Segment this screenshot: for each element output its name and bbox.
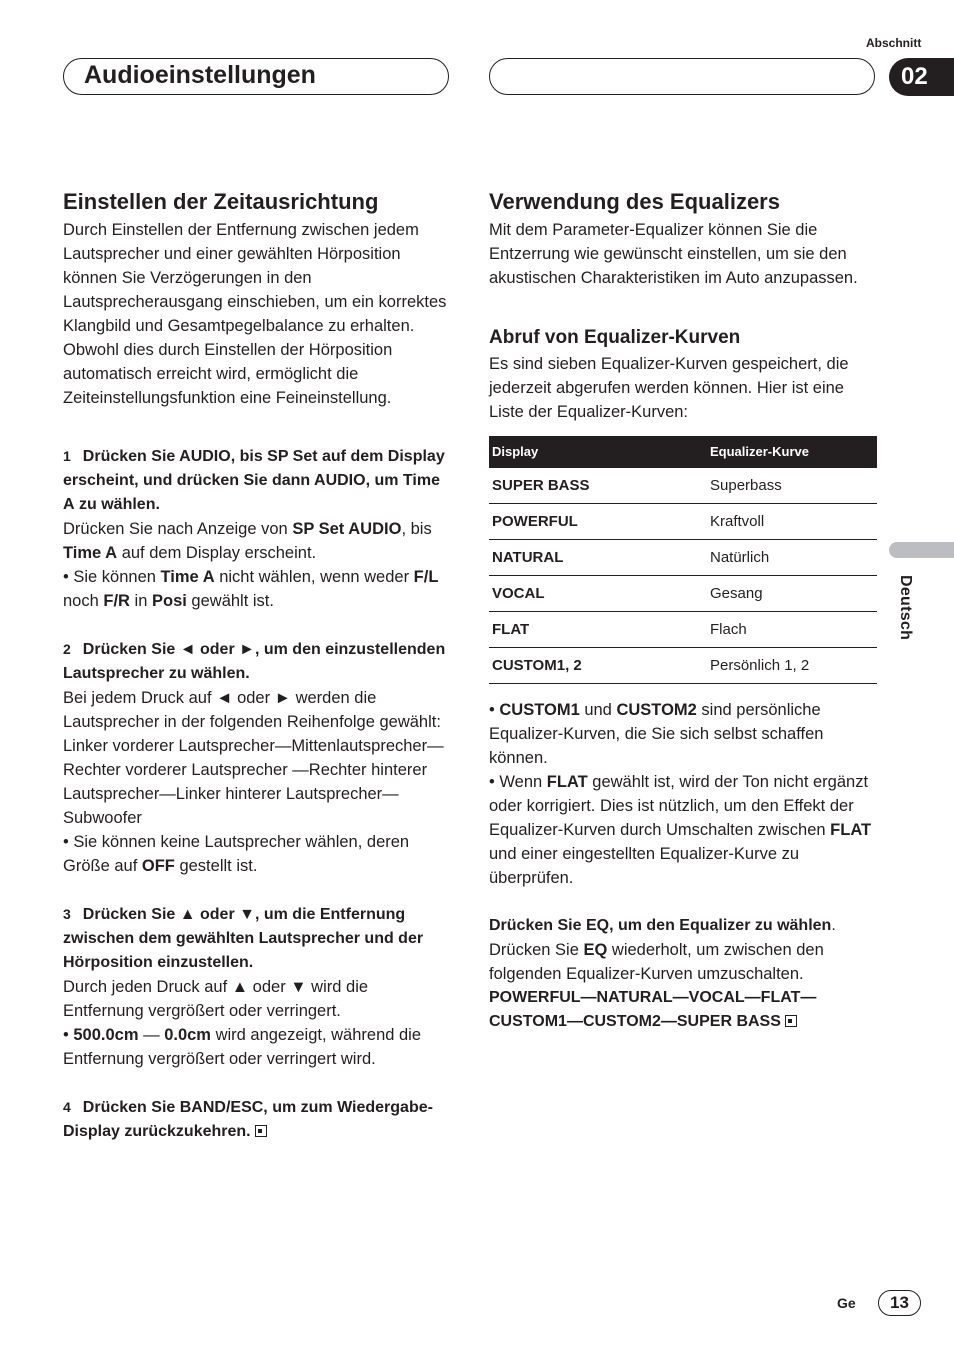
eq-step-heading: Drücken Sie EQ, um den Equalizer zu wählen. — [489, 917, 836, 934]
step-number: 2 — [63, 641, 71, 657]
curve-cell: Persönlich 1, 2 — [707, 648, 877, 684]
table-row — [489, 648, 877, 684]
equalizer-sequence: POWERFUL—NATURAL—VOCAL—FLAT—CUSTOM1—CUSTOM2—SUPER BASS — [489, 989, 817, 1030]
curve-cell: Flach — [707, 612, 877, 648]
page-number: 13 — [878, 1290, 921, 1316]
display-cell: SUPER BASS — [489, 468, 707, 504]
end-of-section-icon — [255, 1125, 267, 1137]
flat-curve-note: • Wenn FLAT gewählt ist, wird der Ton nicht ergänzt oder korrigiert. Dies ist nützlich, um den Effekt der Equalizer-Kurven durch Umschalten zwischen FLAT und einer eingestellten Equalizer-Kurve zu überprüfen. — [489, 773, 872, 887]
page-title: Audioeinstellungen — [84, 61, 316, 89]
curve-cell: Natürlich — [707, 540, 877, 576]
speaker-order: Linker vorderer Lautsprecher—Mittenlautsprecher—Rechter vorderer Lautsprecher —Rechter hinterer Lautsprecher—Linker hinterer Lautsprecher—Subwoofer — [63, 737, 444, 827]
step-4-heading: 4 Drücken Sie BAND/ESC, um zum Wiedergabe-Display zurückzukehren. — [63, 1099, 433, 1140]
step-3-heading: 3 Drücken Sie ▲ oder ▼, um die Entfernung zwischen dem gewählten Lautsprecher und der Hörposition einzustellen. — [63, 906, 424, 971]
equalizer-curves-intro: Es sind sieben Equalizer-Kurven gespeichert, die jederzeit abgerufen werden können. Hier ist eine Liste der Equalizer-Kurven: — [489, 355, 849, 421]
table-row — [489, 612, 877, 648]
section-heading-time-alignment: Einstellen der Zeitausrichtung — [63, 189, 379, 214]
display-cell: VOCAL — [489, 576, 707, 612]
step-number: 3 — [63, 906, 71, 922]
right-column — [489, 186, 875, 1034]
display-cell: FLAT — [489, 612, 707, 648]
step-3-note: • 500.0cm — 0.0cm wird angezeigt, während die Entfernung vergrößert oder verringert wird. — [63, 1026, 422, 1068]
step-1-heading: 1 Drücken Sie AUDIO, bis SP Set auf dem Display erscheint, und drücken Sie dann AUDIO, um Time A zu wählen. — [63, 448, 445, 513]
equalizer-intro: Mit dem Parameter-Equalizer können Sie die Entzerrung wie gewünscht einstellen, um sie den akustischen Charakteristiken im Auto anzupassen. — [489, 221, 858, 287]
intro-paragraph: Durch Einstellen der Entfernung zwischen jedem Lautsprecher und einer gewählten Hörposition können Sie Verzögerungen in den Lautsprecherausgang einschieben, um ein korrektes Klangbild und Gesamtpegelbalance zu erhalten. Obwohl dies durch Einstellen der Hörposition automatisch erreicht wird, ermöglicht die Zeiteinstellungsfunktion eine Feineinstellung. — [63, 221, 447, 407]
equalizer-curve-table — [489, 436, 877, 684]
display-cell: NATURAL — [489, 540, 707, 576]
chapter-number: 02 — [889, 58, 954, 96]
table-row — [489, 576, 877, 612]
eq-step-body: Drücken Sie EQ wiederholt, um zwischen den folgenden Equalizer-Kurven umzuschalten. — [489, 941, 824, 983]
column-header-display: Display — [489, 436, 707, 468]
curve-cell: Gesang — [707, 576, 877, 612]
header-empty-frame — [489, 58, 875, 95]
step-3-body: Durch jeden Druck auf ▲ oder ▼ wird die Entfernung vergrößert oder verringert. — [63, 978, 369, 1020]
step-1-note: • Sie können Time A nicht wählen, wenn weder F/L noch F/R in Posi gewählt ist. — [63, 568, 439, 610]
table-row — [489, 540, 877, 576]
column-header-curve: Equalizer-Kurve — [707, 436, 877, 468]
display-cell: CUSTOM1, 2 — [489, 648, 707, 684]
table-row — [489, 468, 877, 504]
step-number: 1 — [63, 448, 71, 464]
end-of-section-icon — [785, 1015, 797, 1027]
step-2-heading: 2 Drücken Sie ◄ oder ►, um den einzustellenden Lautsprecher zu wählen. — [63, 641, 446, 682]
curve-cell: Kraftvoll — [707, 504, 877, 540]
custom-curves-note: • CUSTOM1 und CUSTOM2 sind persönliche Equalizer-Kurven, die Sie sich selbst schaffen können. — [489, 701, 824, 767]
step-2-body: Bei jedem Druck auf ◄ oder ► werden die Lautsprecher in der folgenden Reihenfolge gewählt: — [63, 689, 441, 731]
section-label: Abschnitt — [866, 36, 922, 50]
display-cell: POWERFUL — [489, 504, 707, 540]
language-tab-label: Deutsch — [897, 575, 914, 641]
table-header-row — [489, 436, 877, 468]
left-column — [63, 186, 449, 1144]
table-row — [489, 504, 877, 540]
curve-cell: Superbass — [707, 468, 877, 504]
language-tab-marker — [889, 542, 954, 558]
section-heading-equalizer: Verwendung des Equalizers — [489, 189, 780, 214]
step-number: 4 — [63, 1099, 71, 1115]
step-2-note: • Sie können keine Lautsprecher wählen, deren Größe auf OFF gestellt ist. — [63, 833, 410, 875]
step-1-body: Drücken Sie nach Anzeige von SP Set AUDIO, bis Time A auf dem Display erscheint. — [63, 520, 432, 562]
subheading-equalizer-curves: Abruf von Equalizer-Kurven — [489, 327, 741, 348]
language-code: Ge — [837, 1295, 856, 1311]
